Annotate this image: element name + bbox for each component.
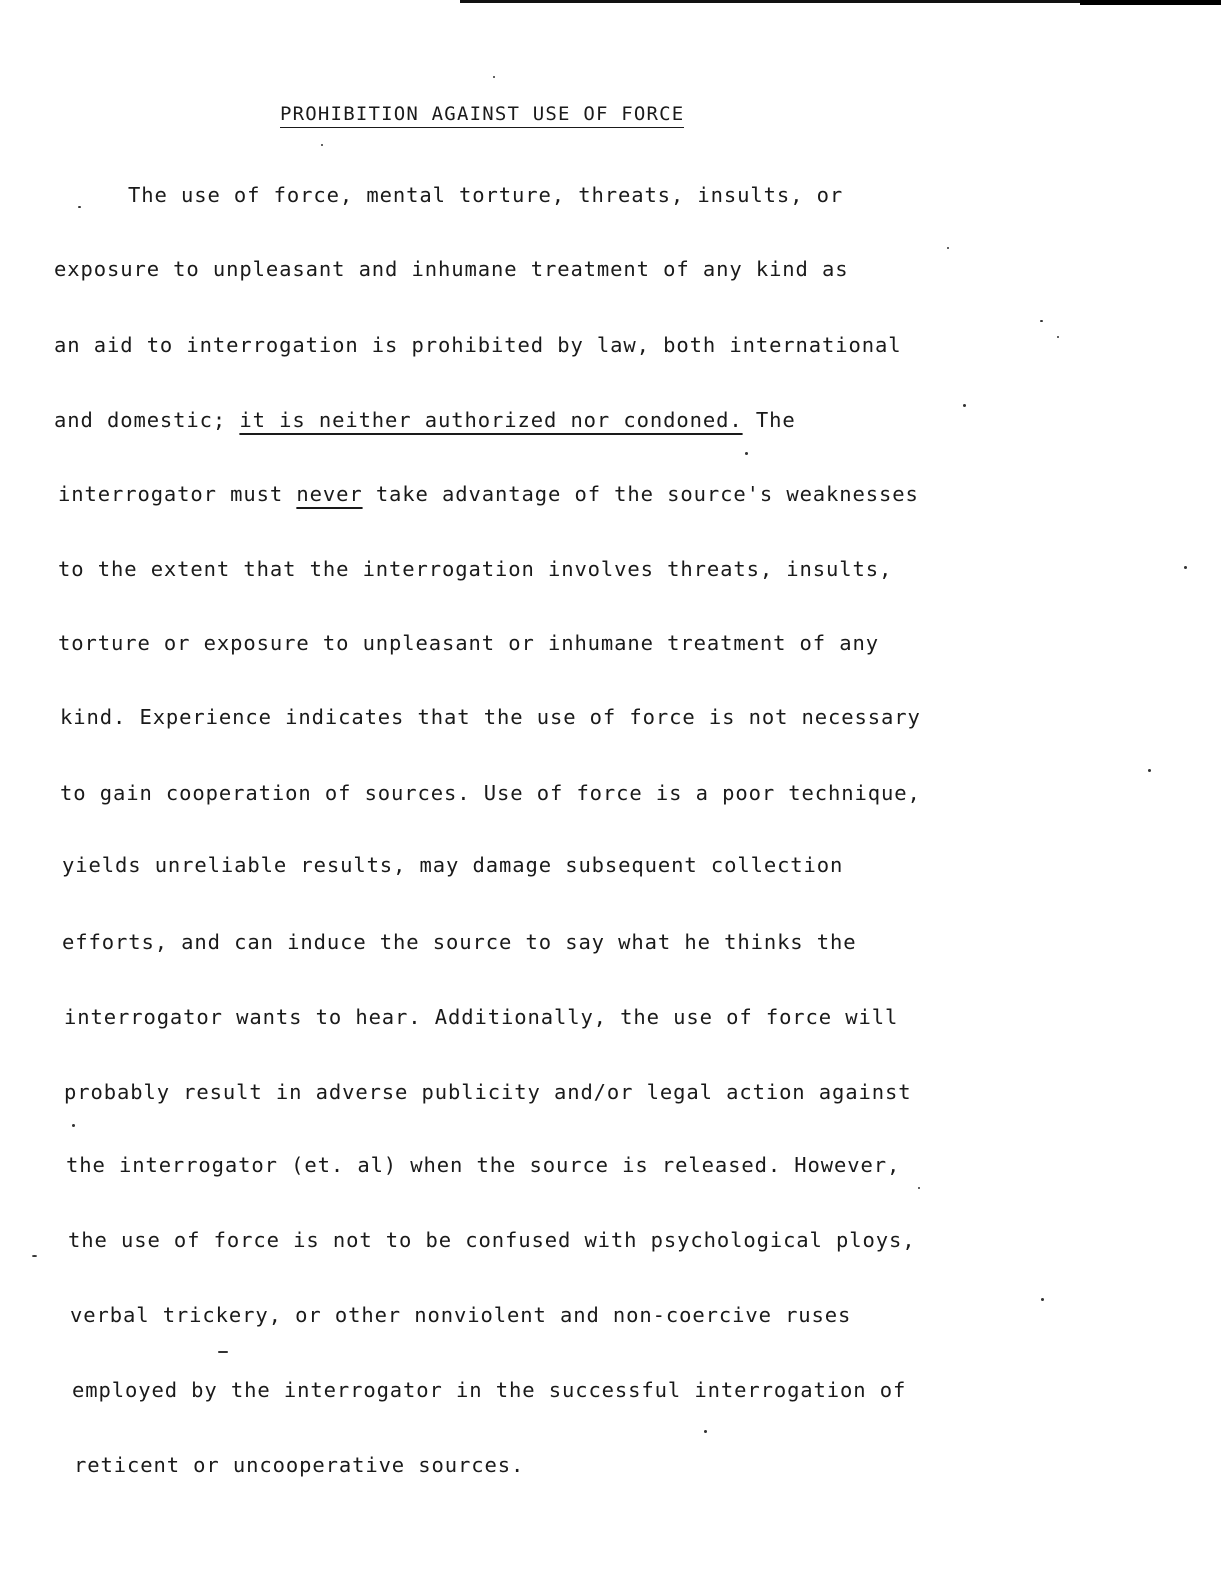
body-line: kind. Experience indicates that the use of force is not necessary [60, 705, 921, 729]
scan-speck [963, 404, 966, 407]
body-line: The use of force, mental torture, threats, insults, or [128, 183, 844, 207]
body-line: interrogator wants to hear. Additionally, the use of force will [64, 1005, 899, 1029]
body-line: verbal trickery, or other nonviolent and non-coercive ruses [70, 1303, 852, 1327]
body-line: the use of force is not to be confused with psychological ploys, [68, 1228, 916, 1252]
body-line [54, 408, 796, 432]
body-line: reticent or uncooperative sources. [74, 1453, 525, 1477]
scan-speck [1148, 769, 1151, 772]
body-line: efforts, and can induce the source to say what he thinks the [62, 930, 857, 954]
body-line-text: interrogator must [58, 482, 297, 506]
scan-speck [1040, 320, 1043, 322]
scan-edge-mark [1080, 0, 1221, 5]
body-line: probably result in adverse publicity and/or legal action against [64, 1080, 912, 1104]
scan-speck [1041, 1298, 1044, 1301]
scan-speck [493, 76, 495, 78]
scan-speck [218, 1351, 228, 1353]
body-line: torture or exposure to unpleasant or inhumane treatment of any [58, 631, 880, 655]
body-line-text: The [742, 408, 796, 432]
scan-speck [1057, 336, 1059, 338]
body-line-text: take advantage of the source's weaknesses [362, 482, 919, 506]
scan-speck [704, 1430, 707, 1433]
body-line [58, 482, 919, 506]
underlined-word: never [296, 482, 363, 506]
body-line: employed by the interrogator in the successful interrogation of [72, 1378, 907, 1402]
scan-speck [947, 247, 949, 249]
scan-speck [32, 1255, 37, 1257]
scan-speck [72, 1124, 75, 1127]
underlined-phrase: it is neither authorized nor condoned. [239, 408, 743, 432]
body-line: to the extent that the interrogation involves threats, insults, [58, 557, 893, 581]
scan-speck [78, 206, 81, 208]
body-line: to gain cooperation of sources. Use of force is a poor technique, [60, 781, 921, 805]
scan-speck [918, 1187, 920, 1189]
body-line: an aid to interrogation is prohibited by law, both international [54, 333, 902, 357]
body-line: the interrogator (et. al) when the source is released. However, [66, 1153, 901, 1177]
document-title: PROHIBITION AGAINST USE OF FORCE [280, 103, 684, 128]
body-line: yields unreliable results, may damage subsequent collection [62, 853, 844, 877]
scan-speck [745, 452, 748, 455]
body-line-text: and domestic; [54, 408, 240, 432]
body-line: exposure to unpleasant and inhumane treatment of any kind as [54, 257, 849, 281]
scan-speck [321, 144, 323, 146]
scan-speck [1184, 566, 1187, 569]
